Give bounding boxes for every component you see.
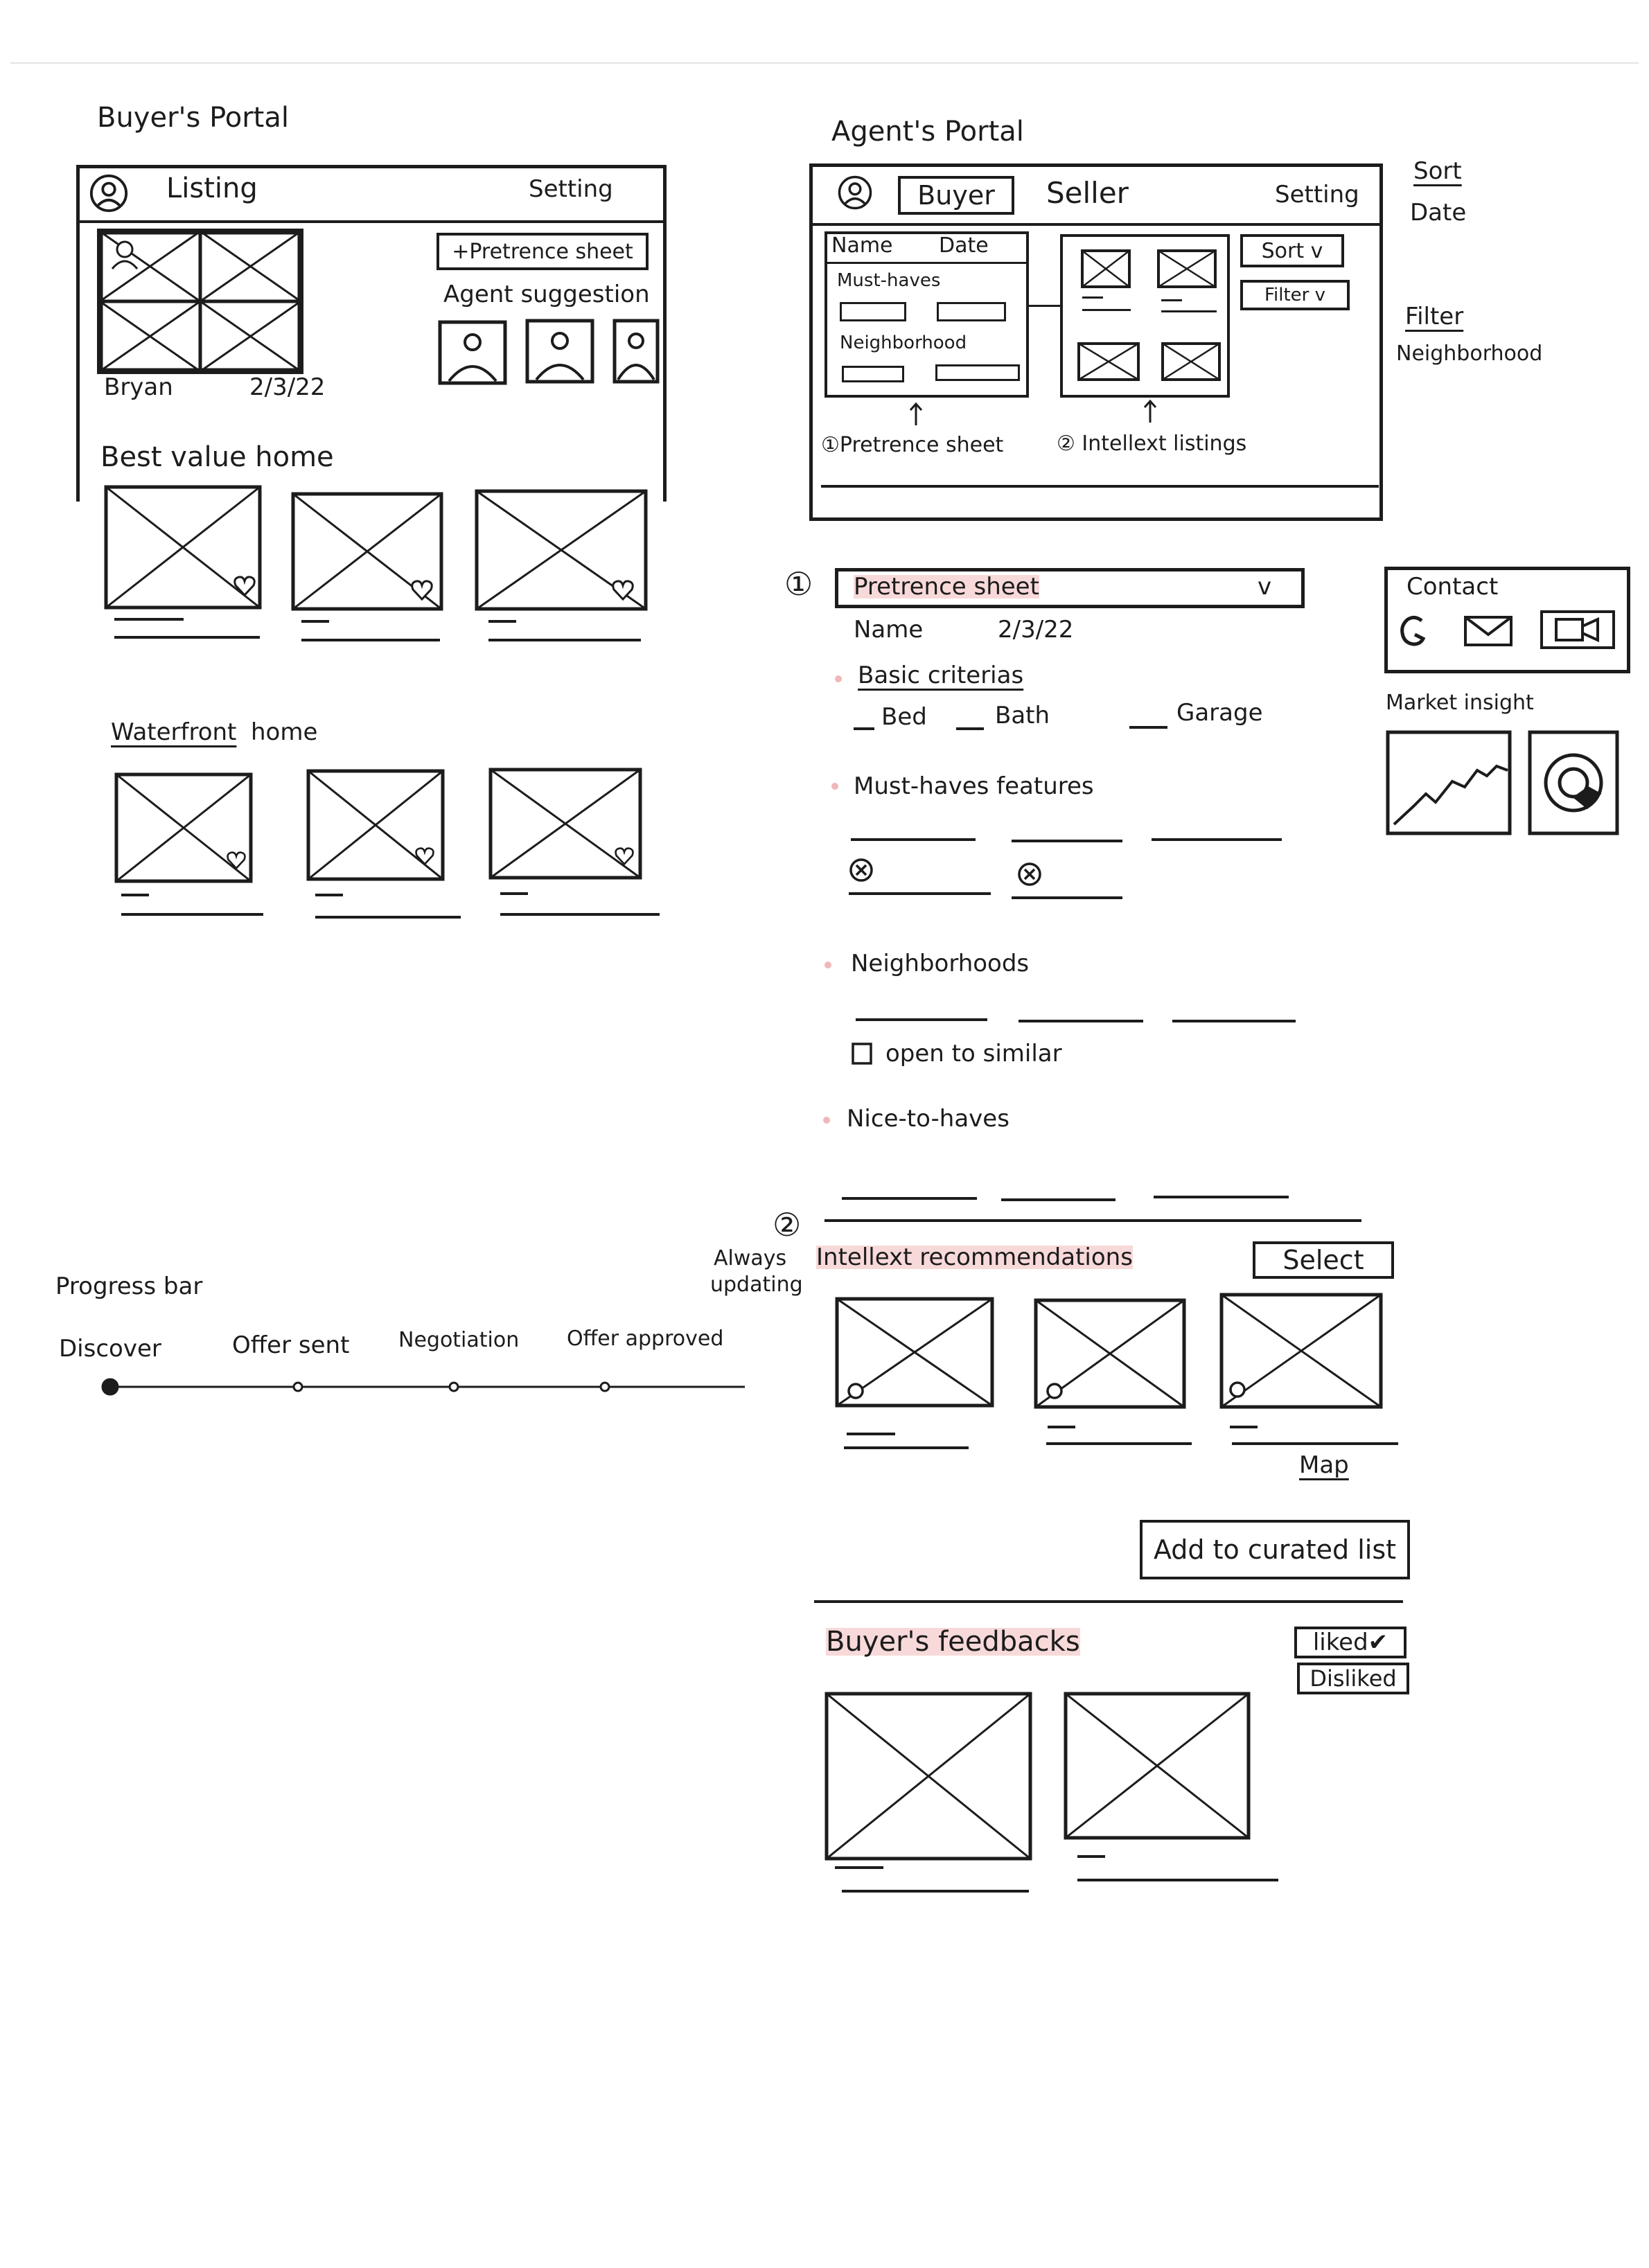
side-menu-sort[interactable]: Sort: [1413, 157, 1462, 185]
progress-step-dot[interactable]: [103, 1379, 118, 1394]
waterfront-title-word: home: [251, 718, 318, 746]
card-connector: [1029, 305, 1061, 307]
recommendation-card-photo[interactable]: [1034, 1298, 1186, 1409]
heart-icon[interactable]: [410, 579, 434, 601]
neighborhoods-heading: Neighborhoods: [851, 950, 1030, 977]
feedback-caption-line: [842, 1890, 1029, 1893]
listing-thumb-caption: [1082, 309, 1131, 311]
waterfront-title-word: Waterfront: [111, 718, 237, 746]
recommendations-number: ②: [773, 1206, 802, 1243]
best-value-title: Best value home: [100, 441, 334, 473]
pref-card-field: [840, 302, 906, 321]
feature-field-line[interactable]: [1012, 896, 1122, 899]
feature-field-line[interactable]: [849, 892, 991, 895]
recommendation-caption-line: [847, 1433, 895, 1435]
profile-name: Bryan: [104, 373, 173, 401]
recommendation-caption-line: [1046, 1442, 1192, 1445]
feedbacks-divider: [814, 1600, 1403, 1603]
pref-card-field: [935, 364, 1020, 381]
market-insight-title: Market insight: [1386, 691, 1534, 715]
phone-icon[interactable]: [1398, 614, 1430, 648]
always-updating-note: Always: [714, 1246, 787, 1270]
arrow-up-icon: [1142, 399, 1158, 424]
listing-thumb-caption: [1161, 310, 1217, 312]
always-updating-note: updating: [710, 1273, 803, 1297]
caption-intellext-listings: ② Intellext listings: [1057, 432, 1247, 456]
liked-filter-button[interactable]: liked✔: [1294, 1627, 1406, 1658]
listing-thumb-caption: [1161, 299, 1182, 301]
pref-card-neighborhood: Neighborhood: [840, 333, 967, 353]
contact-title: Contact: [1406, 573, 1499, 601]
recommendations-divider: [824, 1219, 1361, 1222]
listing-caption-line: [488, 639, 641, 641]
nice-to-have-field-line[interactable]: [842, 1197, 977, 1200]
caption-preference-sheet: ①Pretrence sheet: [821, 433, 1004, 457]
bed-field-line[interactable]: [854, 727, 874, 730]
basic-criteria-heading: Basic criterias: [858, 662, 1024, 689]
select-button[interactable]: Select: [1253, 1241, 1394, 1279]
add-to-curated-list-button[interactable]: Add to curated list: [1140, 1520, 1410, 1579]
recommendation-caption-line: [1232, 1442, 1398, 1445]
heart-icon[interactable]: [414, 847, 435, 866]
recommendation-card-photo[interactable]: [1219, 1293, 1383, 1409]
heart-icon[interactable]: [233, 575, 256, 597]
feature-field-line[interactable]: [1012, 840, 1122, 842]
side-menu-neighborhood[interactable]: Neighborhood: [1396, 342, 1543, 366]
close-circle-icon[interactable]: [1017, 862, 1042, 887]
progress-step-label: Offer sent: [232, 1331, 350, 1359]
garage-label: Garage: [1176, 699, 1263, 727]
side-menu-date[interactable]: Date: [1410, 199, 1467, 227]
listing-caption-line: [315, 916, 461, 919]
progress-step-label: Offer approved: [567, 1327, 724, 1351]
arrow-up-icon: [908, 402, 924, 427]
profile-date: 2/3/22: [249, 373, 326, 401]
buyer-portal-title: Buyer's Portal: [97, 102, 289, 134]
tab-setting[interactable]: Setting: [1275, 181, 1359, 209]
agent-avatar[interactable]: [612, 319, 660, 384]
heart-icon[interactable]: [611, 579, 635, 601]
feedback-caption-line: [835, 1866, 883, 1869]
garage-field-line[interactable]: [1129, 726, 1167, 729]
pref-sheet-name: Name: [854, 616, 924, 644]
agent-portal-title: Agent's Portal: [831, 116, 1024, 148]
chevron-down-icon[interactable]: v: [1258, 573, 1272, 601]
recommendation-card-photo[interactable]: [835, 1297, 994, 1408]
progress-step-label: Discover: [59, 1335, 161, 1363]
nav-listing[interactable]: Listing: [166, 172, 258, 204]
tab-buyer[interactable]: Buyer: [898, 176, 1014, 215]
pref-card-must-haves: Must-haves: [837, 270, 941, 291]
agent-avatar[interactable]: [525, 319, 594, 384]
feature-field-line[interactable]: [851, 838, 976, 841]
listing-thumb[interactable]: [1157, 249, 1217, 288]
mail-icon[interactable]: [1463, 615, 1513, 647]
close-circle-icon[interactable]: [849, 858, 874, 883]
listing-caption-line: [488, 620, 516, 623]
bullet-dot: [823, 1117, 830, 1124]
heart-icon[interactable]: [614, 847, 635, 866]
feedback-card-photo[interactable]: [824, 1692, 1032, 1861]
line-chart-icon[interactable]: [1386, 730, 1512, 835]
listing-caption-line: [500, 913, 660, 916]
disliked-filter-button[interactable]: Disliked: [1297, 1663, 1409, 1694]
profile-photo-grid: [97, 229, 303, 374]
nav-setting[interactable]: Setting: [529, 175, 613, 203]
bullet-dot: [835, 675, 842, 682]
feedbacks-title: Buyer's feedbacks: [826, 1626, 1080, 1658]
listing-caption-line: [301, 639, 440, 641]
agent-bottom-divider: [821, 485, 1379, 488]
bed-label: Bed: [881, 703, 927, 731]
pref-sheet-title: Pretrence sheet: [854, 573, 1039, 601]
map-link[interactable]: Map: [1299, 1451, 1349, 1479]
pref-card-field: [842, 366, 904, 382]
buyer-header-divider: [76, 220, 667, 223]
side-menu-filter[interactable]: Filter: [1405, 303, 1464, 330]
agent-header-divider: [809, 223, 1383, 226]
bullet-dot: [831, 783, 838, 790]
listing-caption-line: [301, 620, 329, 623]
filter-button[interactable]: Filter v: [1240, 280, 1350, 310]
neighborhood-field-line[interactable]: [1018, 1020, 1143, 1022]
pref-card-field: [937, 302, 1006, 321]
progress-bar-title: Progress bar: [55, 1273, 203, 1300]
nice-to-have-field-line[interactable]: [1001, 1198, 1116, 1201]
listing-caption-line: [114, 636, 260, 639]
progress-step-label: Negotiation: [398, 1328, 520, 1352]
must-have-features-heading: Must-haves features: [854, 772, 1094, 800]
sort-button[interactable]: Sort v: [1240, 234, 1344, 267]
listing-caption-line: [121, 913, 263, 916]
nice-to-haves-heading: Nice-to-haves: [847, 1105, 1009, 1133]
pref-sheet-date: 2/3/22: [998, 616, 1074, 644]
tab-seller[interactable]: Seller: [1046, 176, 1129, 210]
bath-label: Bath: [995, 702, 1050, 729]
user-circle-icon[interactable]: [837, 175, 873, 211]
recommendation-caption-line: [1230, 1426, 1258, 1428]
listing-caption-line: [500, 892, 528, 895]
bath-field-line[interactable]: [956, 727, 984, 730]
feature-field-line[interactable]: [1152, 838, 1282, 841]
recommendation-caption-line: [844, 1446, 969, 1449]
progress-step-dot[interactable]: [294, 1383, 302, 1391]
feedback-caption-line: [1077, 1855, 1105, 1858]
nice-to-have-field-line[interactable]: [1154, 1196, 1289, 1198]
bullet-dot: [824, 962, 831, 968]
page-top-rule: [10, 62, 1639, 64]
recommendations-title: Intellext recommendations: [816, 1243, 1133, 1271]
feedback-card-photo[interactable]: [1064, 1692, 1251, 1840]
neighborhood-field-line[interactable]: [856, 1018, 987, 1021]
listing-caption-line: [121, 894, 149, 896]
open-to-similar-label: open to similar: [885, 1040, 1062, 1067]
progress-track: [100, 1373, 752, 1401]
video-icon[interactable]: [1540, 610, 1616, 650]
listing-thumb[interactable]: [1077, 342, 1140, 381]
listing-thumb[interactable]: [1081, 249, 1131, 288]
agent-suggestion-label: Agent suggestion: [443, 281, 650, 308]
progress-step-dot[interactable]: [601, 1383, 609, 1391]
pref-card-date: Date: [939, 233, 989, 258]
progress-step-dot[interactable]: [450, 1383, 458, 1391]
neighborhood-field-line[interactable]: [1172, 1020, 1296, 1022]
feedback-caption-line: [1077, 1879, 1278, 1881]
user-circle-icon[interactable]: [89, 173, 129, 213]
listing-thumb-caption: [1082, 296, 1103, 299]
heart-icon[interactable]: [226, 851, 247, 870]
donut-chart-icon[interactable]: [1528, 730, 1619, 835]
listing-caption-line: [315, 894, 343, 896]
recommendation-caption-line: [1048, 1426, 1075, 1428]
checkbox-icon[interactable]: [851, 1042, 873, 1065]
pref-card-name: Name: [831, 233, 893, 258]
pref-card-header-line: [826, 262, 1027, 264]
listing-caption-line: [114, 618, 184, 621]
pref-sheet-number: ①: [784, 565, 813, 603]
preference-sheet-button[interactable]: +Pretrence sheet: [436, 233, 649, 270]
listing-thumb[interactable]: [1161, 342, 1221, 381]
agent-avatar[interactable]: [438, 320, 507, 385]
